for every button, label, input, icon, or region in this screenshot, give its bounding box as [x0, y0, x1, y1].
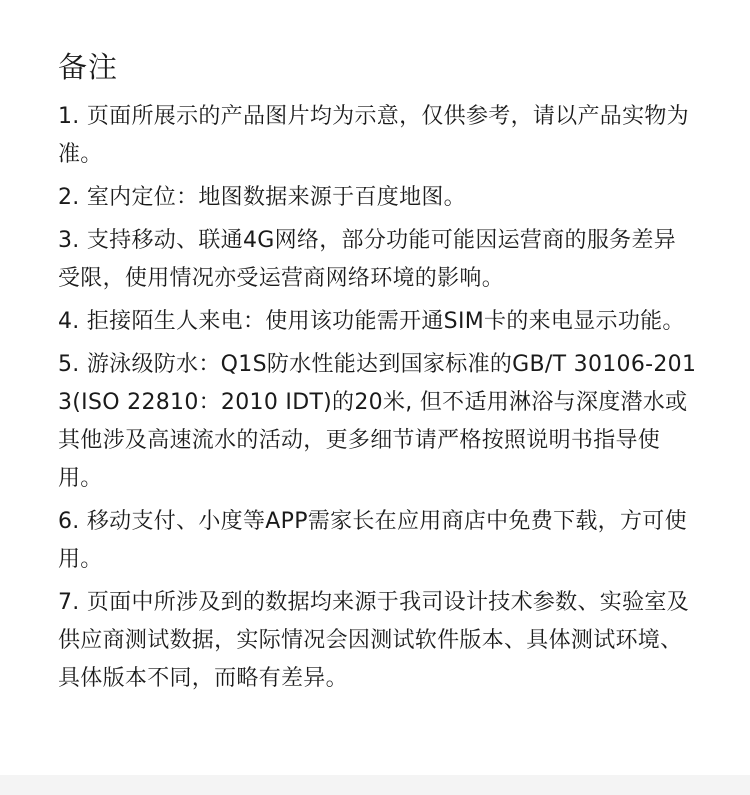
note-item-5: 5. 游泳级防水：Q1S防水性能达到国家标准的GB/T 30106-2013(ISO 22810：2010 IDT)的20米, 但不适用淋浴与深度潜水或其他涉及高速流水的活动，更多细节请严格按照说明书指导使用。: [58, 352, 697, 491]
note-list: [58, 98, 698, 698]
note-item-4: 4. 拒接陌生人来电：使用该功能需开通SIM卡的来电显示功能。: [58, 309, 685, 334]
note-item-2: 2. 室内定位：地图数据来源于百度地图。: [58, 185, 466, 210]
footer-divider-band: [0, 775, 750, 795]
notes-title: 备注: [58, 50, 119, 84]
note-item-3: 3. 支持移动、联通4G网络，部分功能可能因运营商的服务差异受限，使用情况亦受运营商网络环境的影响。: [58, 228, 677, 291]
note-item-7: 7. 页面中所涉及到的数据均来源于我司设计技术参数、实验室及供应商测试数据，实际情况会因测试软件版本、具体测试环境、具体版本不同，而略有差异。: [58, 590, 689, 691]
notes-section: [58, 46, 698, 703]
note-item-1: 1. 页面所展示的产品图片均为示意，仅供参考，请以产品实物为准。: [58, 104, 689, 167]
note-item-6: 6. 移动支付、小度等APP需家长在应用商店中免费下载，方可使用。: [58, 509, 687, 572]
